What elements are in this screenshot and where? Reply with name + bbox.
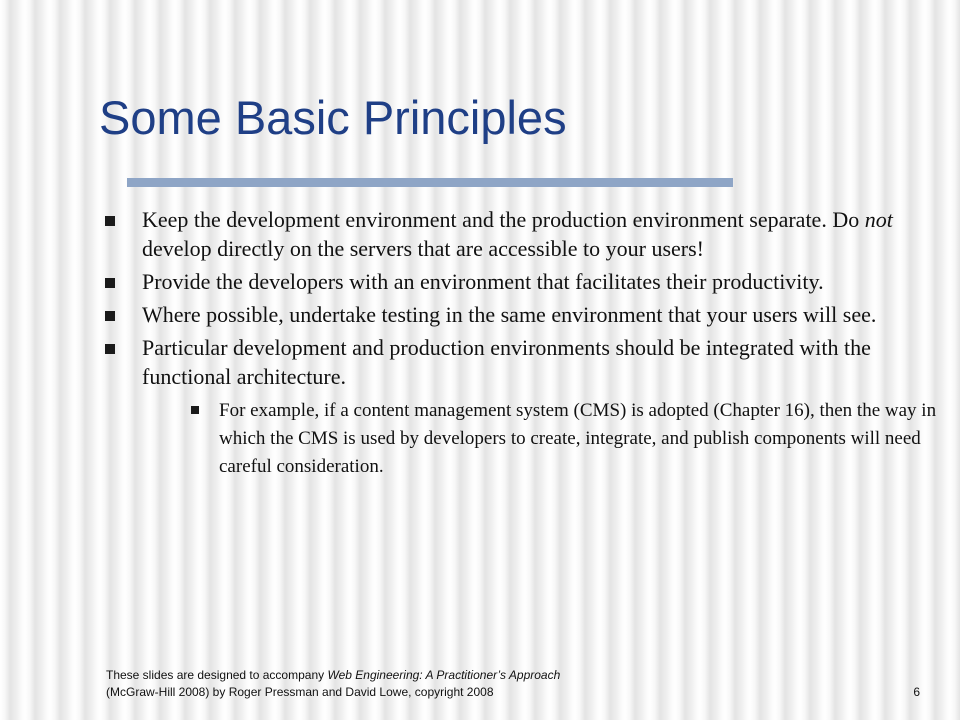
slide-title: Some Basic Principles <box>99 91 567 144</box>
footer-credit <box>106 667 706 701</box>
footer-book-title: Web Engineering: A Practitioner’s Approach <box>327 668 561 682</box>
square-bullet-icon <box>105 278 115 288</box>
small-square-bullet-icon <box>191 406 199 414</box>
bullet-item-4 <box>105 333 945 481</box>
bullet-text-before: Keep the development environment and the production environment separate. Do <box>142 207 865 232</box>
bullet-item-2 <box>105 267 945 296</box>
bullet-text-after: develop directly on the servers that are accessible to your users! <box>142 236 705 261</box>
title-underline-rule <box>127 178 733 187</box>
square-bullet-icon <box>105 216 115 226</box>
sub-bullet-text: For example, if a content management system (CMS) is adopted (Chapter 16), then the way in which the CMS is used by developers to create, integrate, and publish components will need careful consideration. <box>219 400 937 477</box>
footer-prefix: These slides are designed to accompany <box>106 668 328 682</box>
bullet-item-1 <box>105 205 945 263</box>
bullet-item-3 <box>105 300 945 329</box>
bullet-list <box>105 205 945 485</box>
square-bullet-icon <box>105 344 115 354</box>
square-bullet-icon <box>105 311 115 321</box>
page-number: 6 <box>913 685 920 699</box>
bullet-text: Provide the developers with an environment that facilitates their productivity. <box>142 269 824 294</box>
sub-bullet-item <box>142 397 945 481</box>
bullet-emphasis: not <box>864 207 893 232</box>
footer-line-1 <box>106 667 706 684</box>
bullet-text: Where possible, undertake testing in the same environment that your users will see. <box>142 302 877 327</box>
footer-line-2: (McGraw-Hill 2008) by Roger Pressman and David Lowe, copyright 2008 <box>106 685 494 699</box>
bullet-text: Particular development and production environments should be integrated with the functional architecture. <box>142 335 871 389</box>
